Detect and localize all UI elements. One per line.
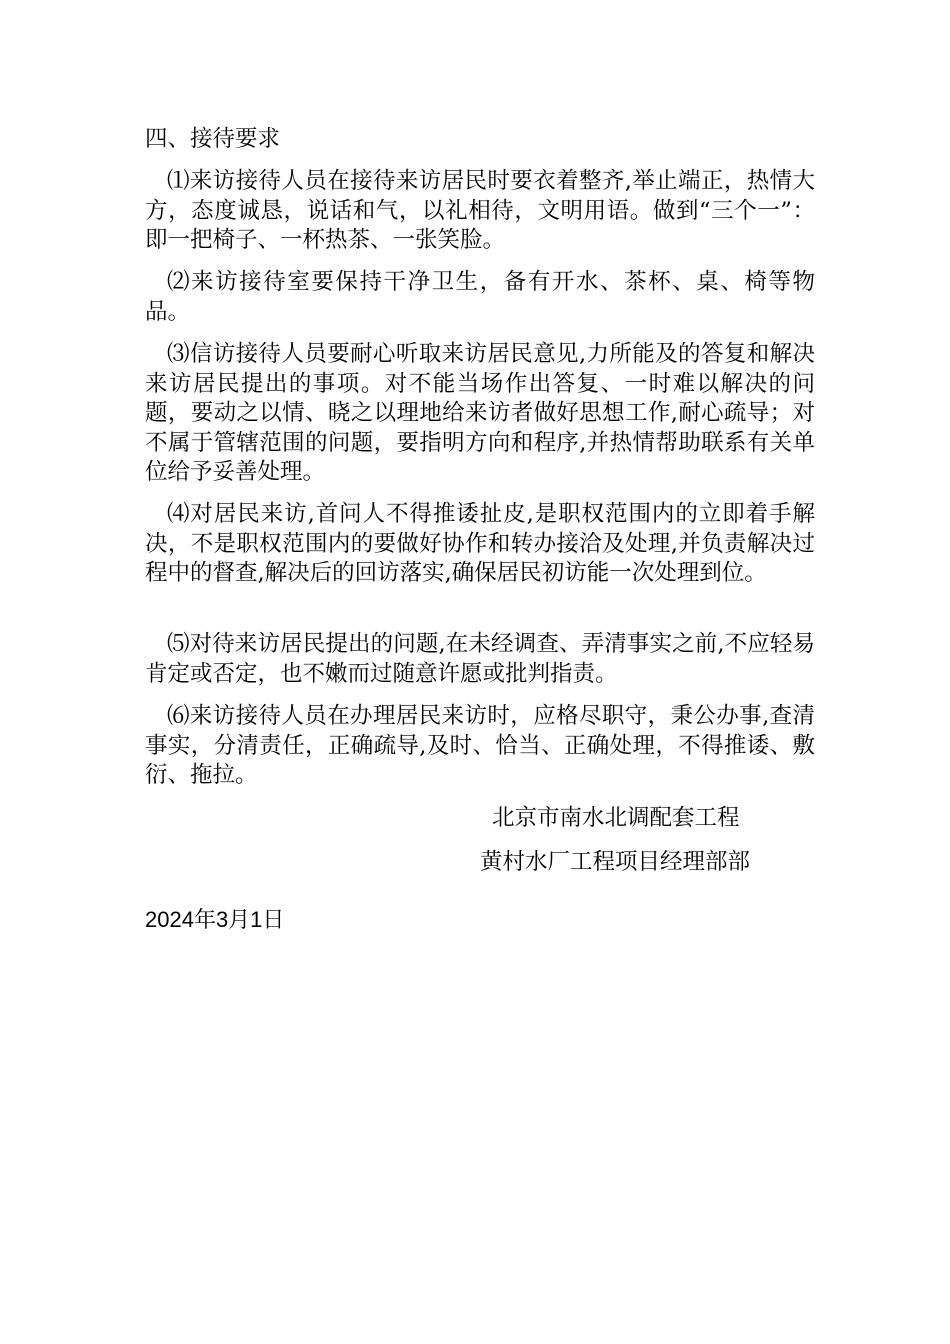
paragraph-3: ⑶信访接待人员要耐心听取来访居民意见,力所能及的答复和解决来访居民提出的事项。对不能当场作出答复、一时难以解决的问题，要动之以情、晓之以理地给来访者做好思想工作,耐心疏导；对不属于管辖范围的问题，要指明方向和程序,并热情帮助联系有关单位给予妥善处理。 [145, 341, 815, 485]
paragraph-6: ⑹来访接待人员在办理居民来访时，应格尽职守，秉公办事,查清事实，分清责任，正确疏导,及时、恰当、正确处理，不得推诿、敷衍、拖拉。 [145, 703, 815, 788]
signature-organization: 北京市南水北调配套工程 [492, 805, 740, 831]
paragraph-5: ⑸对待来访居民提出的问题,在未经调查、弄清事实之前,不应轻易肯定或否定，也不嫩而过随意许愿或批判指责。 [145, 631, 815, 687]
paragraph-4: ⑷对居民来访,首问人不得推诿扯皮,是职权范围内的立即着手解决，不是职权范围内的要做好协作和转办接洽及处理,并负责解决过程中的督查,解决后的回访落实,确保居民初访能一次处理到位。 [145, 501, 815, 586]
paragraph-2: ⑵来访接待室要保持干净卫生，备有开水、茶杯、桌、椅等物品。 [145, 269, 815, 325]
section-heading: 四、接待要求 [145, 126, 281, 152]
signature-department: 黄村水厂工程项目经理部部 [480, 849, 751, 875]
document-date: 2024年3月1日 [145, 907, 285, 932]
paragraph-1: ⑴来访接待人员在接待来访居民时要衣着整齐,举止端正，热情大方，态度诚恳，说话和气，以礼相待，文明用语。做到“三个一”：即一把椅子、一杯热茶、一张笑脸。 [145, 168, 815, 253]
